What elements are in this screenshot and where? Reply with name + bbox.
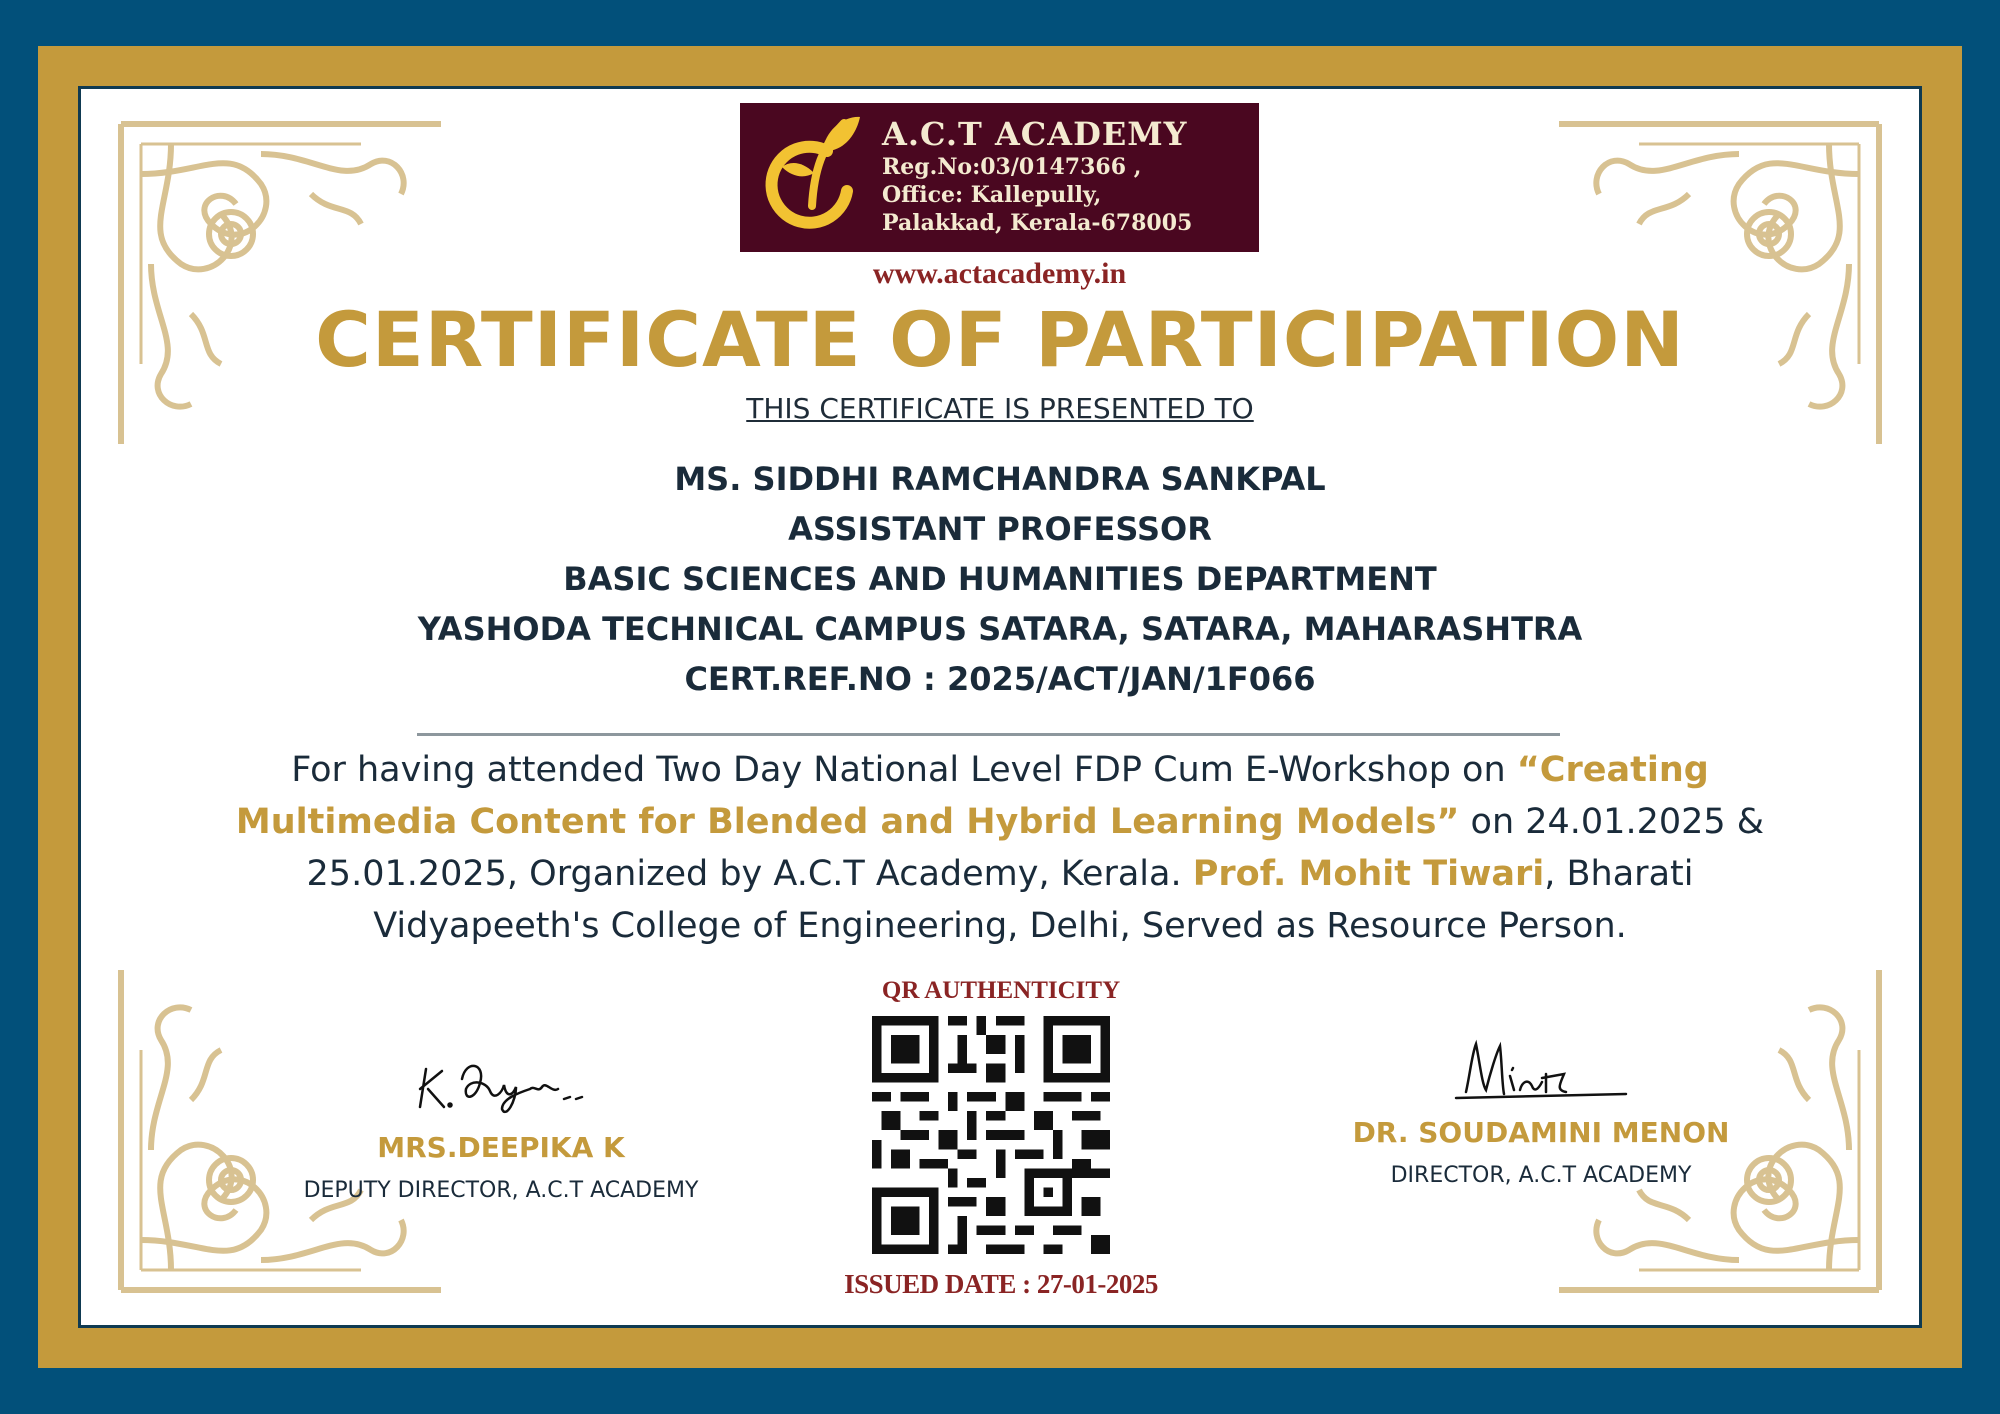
qr-label: QR AUTHENTICITY — [881, 977, 1121, 1004]
logo-address: Palakkad, Kerala-678005 — [882, 210, 1193, 236]
resource-person: Prof. Mohit Tiwari — [1192, 854, 1545, 894]
website-link[interactable]: www.actacademy.in — [872, 257, 1127, 290]
signatory-left-role: DEPUTY DIRECTOR, A.C.T ACADEMY — [303, 1178, 699, 1203]
logo-academy-name: A.C.T ACADEMY — [882, 115, 1188, 153]
certificate-title: CERTIFICATE OF PARTICIPATION — [315, 295, 1685, 384]
logo-reg-number: Reg.No:03/0147366 , — [882, 154, 1142, 180]
recipient-name: MS. SIDDHI RAMCHANDRA SANKPAL — [674, 460, 1326, 498]
issued-date: ISSUED DATE : 27-01-2025 — [844, 1269, 1158, 1299]
divider — [417, 733, 1560, 736]
signatory-right — [1321, 1034, 1761, 1188]
certificate-body: For having attended Two Day National Level FDP Cum E-Workshop on “Creating Multimedia Content for Blended and Hybrid Learning Models” on 24.01.2025 & 25.01.2025, Organized by A.C.T Academy, Kerala. Prof. Mohit Tiwari, Bharati Vidyapeeth's College of Engineering, Delhi, Served as Resource Person. — [235, 750, 1765, 946]
signatory-right-name: DR. SOUDAMINI MENON — [1352, 1116, 1730, 1149]
signatory-left — [281, 1049, 721, 1203]
signatory-left-name: MRS.DEEPIKA K — [377, 1131, 625, 1164]
recipient-institution: YASHODA TECHNICAL CAMPUS SATARA, SATARA, MAHARASHTRA — [417, 610, 1583, 648]
signatory-right-role: DIRECTOR, A.C.T ACADEMY — [1390, 1163, 1692, 1188]
recipient-block — [81, 454, 1919, 704]
certificate-subtitle: THIS CERTIFICATE IS PRESENTED TO — [746, 392, 1254, 425]
leaf-logo-icon — [752, 111, 872, 241]
qr-code-icon[interactable] — [872, 1016, 1110, 1254]
signature-icon — [1446, 1034, 1636, 1114]
academy-logo — [740, 103, 1259, 252]
recipient-designation: ASSISTANT PROFESSOR — [788, 510, 1212, 548]
cert-ref-number: CERT.REF.NO : 2025/ACT/JAN/1F066 — [684, 660, 1316, 698]
signature-icon — [406, 1049, 596, 1129]
workshop-title: “Creating Multimedia Content for Blended and Hybrid Learning Models” — [235, 750, 1709, 842]
recipient-department: BASIC SCIENCES AND HUMANITIES DEPARTMENT — [563, 560, 1437, 598]
logo-office: Office: Kallepully, — [882, 182, 1102, 208]
certificate-paper — [81, 89, 1919, 1325]
